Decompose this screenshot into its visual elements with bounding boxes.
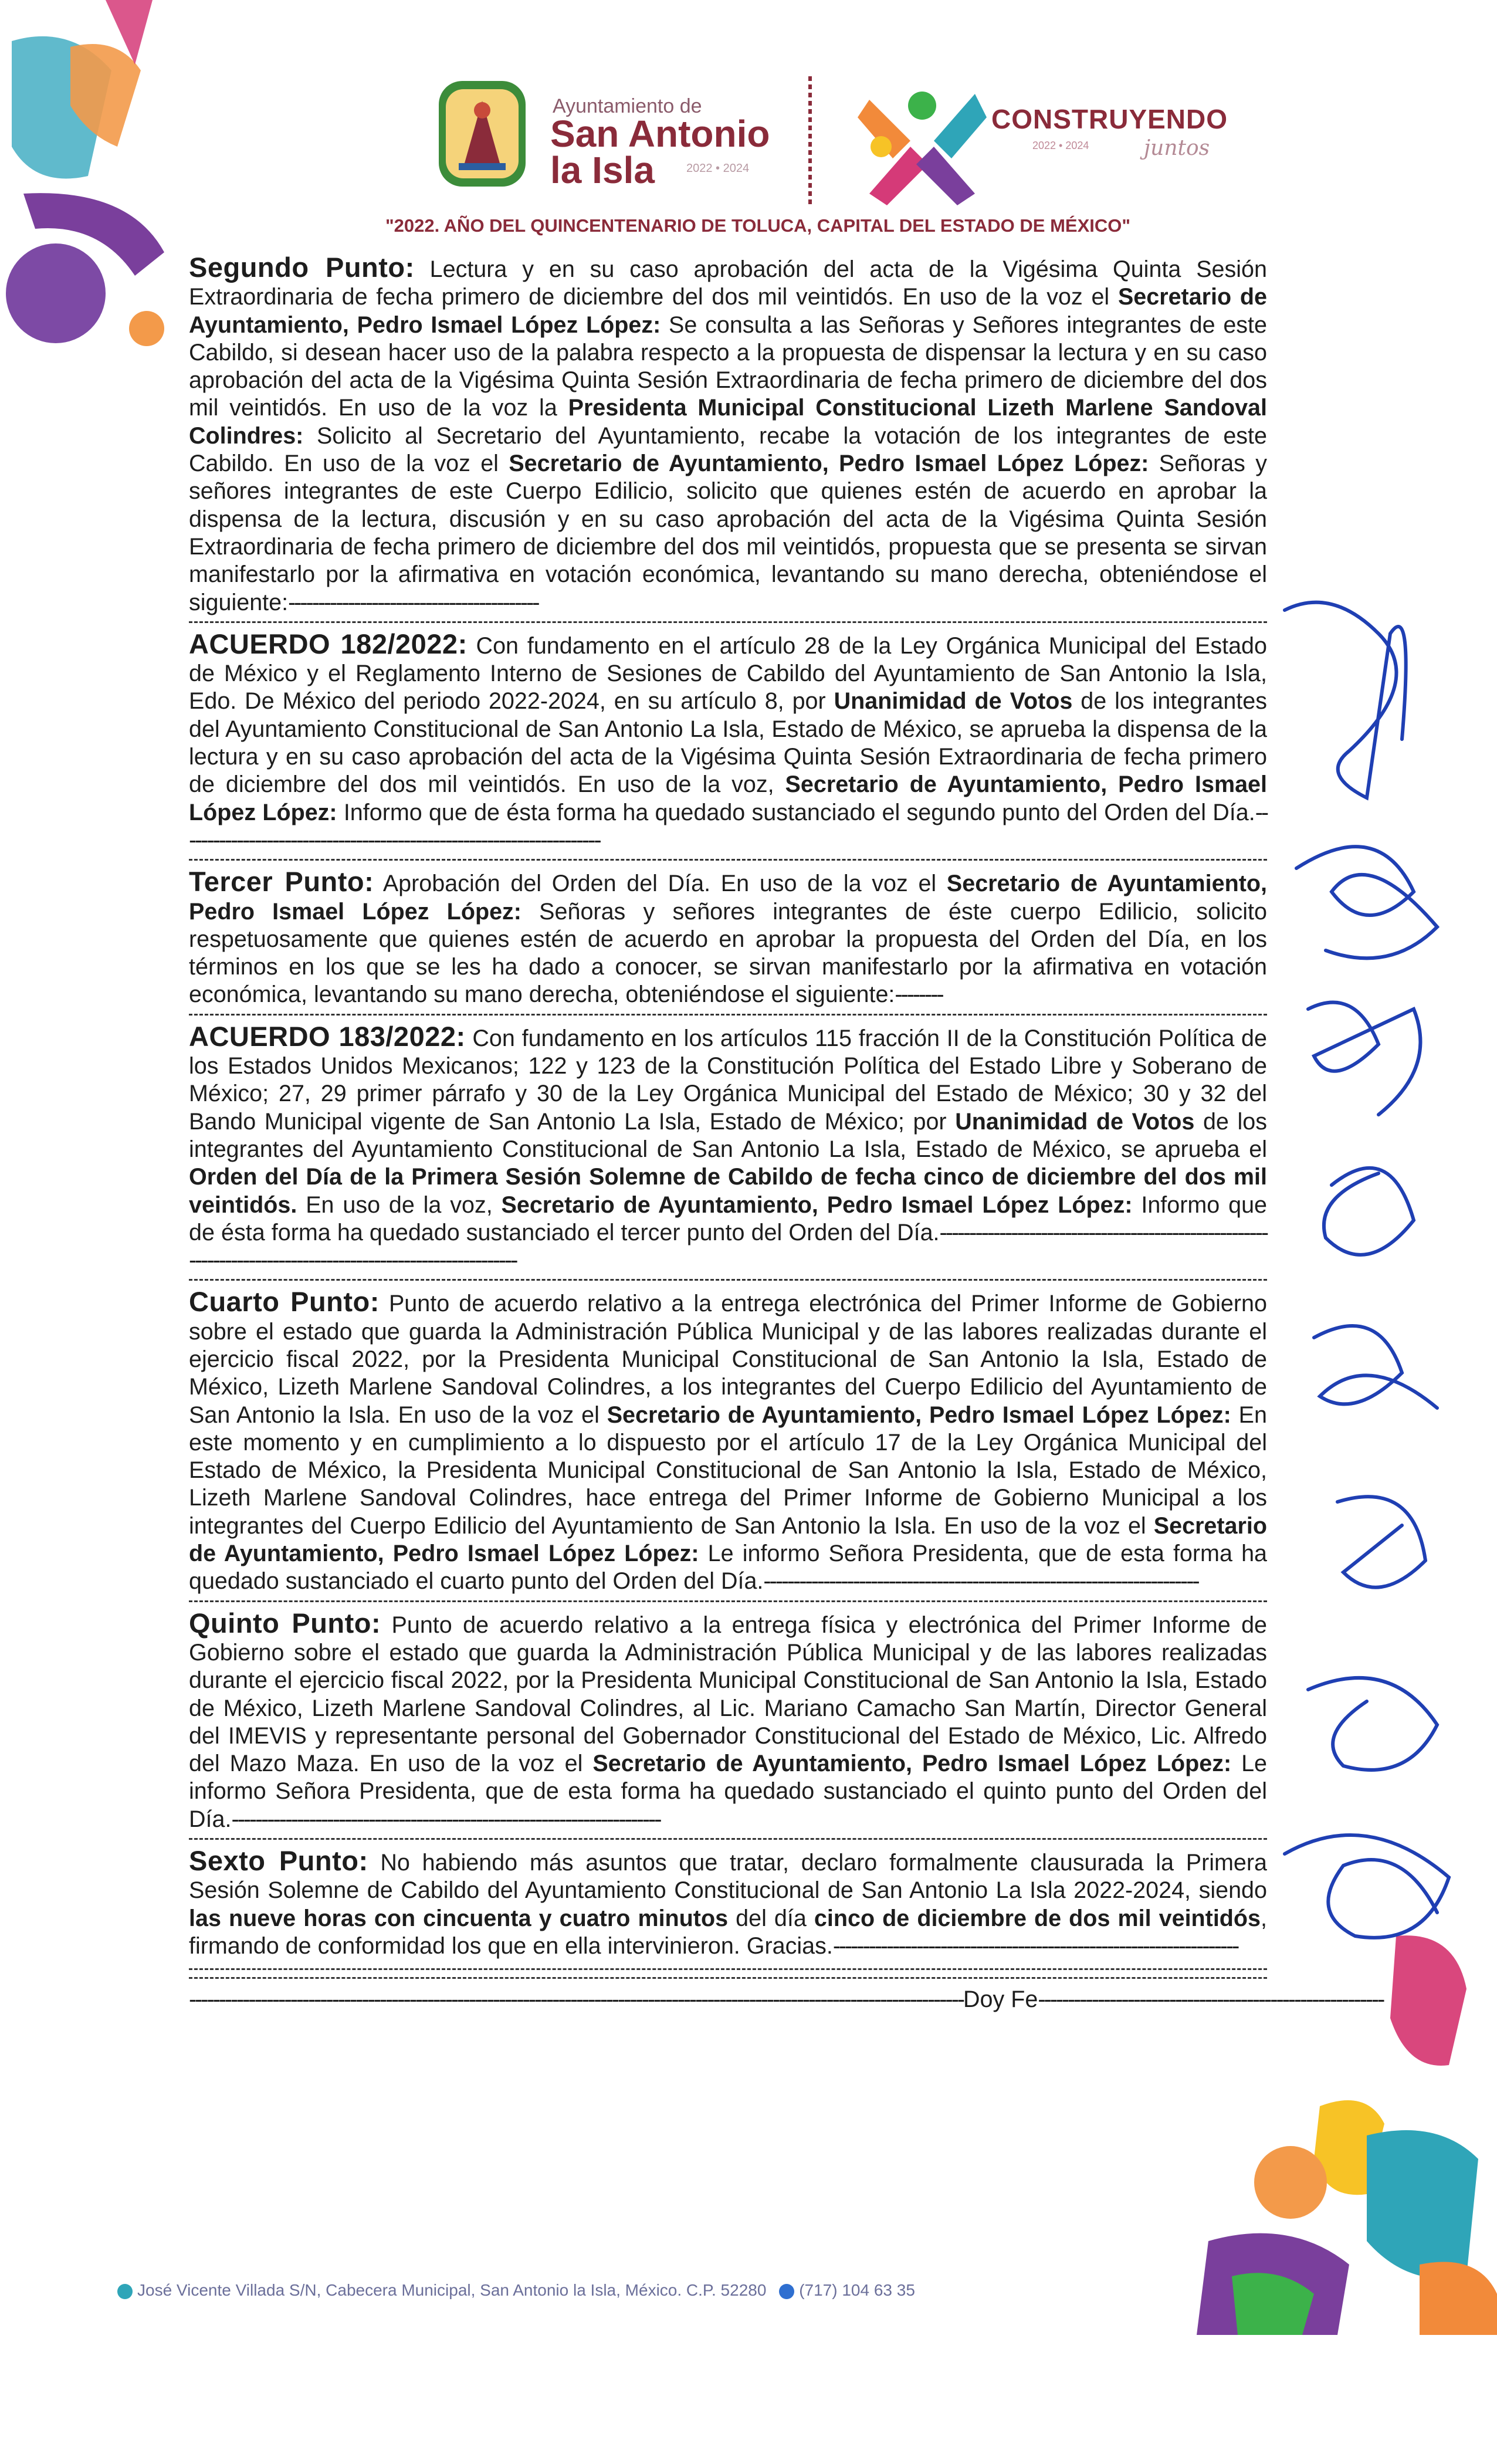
acuerdo-183-text-1: Con fundamento en los artículos 115 fracción II de la Constitución Política de los Estados Unidos Mexicanos; 122 y 123 de la Constitución Política del Estado Libre y Soberano de México; 27, 29 primer párrafo y 30 de la Ley Orgánica Municipal del Estado de México; 30 y 32 del Bando Municipal vigente de San Antonio La Isla, Estado de México; por — [189, 1025, 1267, 1135]
municipality-name-line-2: la Isla — [550, 149, 655, 191]
orange-shape — [1420, 2262, 1497, 2335]
section-separator — [189, 1014, 1267, 1016]
section-separator — [189, 1600, 1267, 1602]
sexto-text-3: , firmando de conformidad los que en ella intervinieron. Gracias. — [189, 1905, 1268, 1959]
signature-3 — [1308, 1003, 1420, 1115]
acuerdo-183-bold-3: Secretario de Ayuntamiento, Pedro Ismael López López: — [501, 1192, 1133, 1218]
section-separator — [189, 1977, 1267, 1979]
segundo-punto-label: Segundo Punto: — [189, 252, 415, 283]
section-separator — [189, 1279, 1267, 1281]
segundo-text-2: Se consulta a las Señoras y Señores integrantes de este Cabildo, si desean hacer uso de la palabra respecto a la propuesta de dispensar la lectura y en su caso aprobación del acta de la Vigésima Quinta Sesión Extraordinaria de fecha primero de diciembre del dos mil veintidós. En uso de la voz la — [189, 312, 1268, 421]
campaign-title: CONSTRUYENDO — [991, 104, 1228, 134]
section-quinto-punto — [189, 1609, 1267, 1833]
segundo-text-1: Lectura y en su caso aprobación del acta de la Vigésima Quinta Sesión Extraordinaria de fecha primero de diciembre del dos mil veintidós. En uso de la voz el — [189, 256, 1267, 310]
acuerdo-182-text-3: Informo que de ésta forma ha quedado sustanciado el segundo punto del Orden del Día. — [337, 799, 1255, 825]
quinto-punto-label: Quinto Punto: — [189, 1607, 381, 1639]
doy-fe-dash-suffix: ---------------------------------------------------------- — [1038, 1986, 1384, 2013]
orange-dot — [1254, 2146, 1327, 2219]
campaign-years: 2022 • 2024 — [1032, 140, 1089, 151]
section-segundo-punto — [189, 253, 1267, 617]
campaign-sign: juntos — [1144, 136, 1210, 160]
signature-4 — [1324, 1168, 1414, 1255]
doy-fe-line — [189, 1986, 1384, 2013]
cuarto-bold-2: Secretario de Ayuntamiento, Pedro Ismael López López: — [189, 1512, 1267, 1567]
quinto-text-1: Punto de acuerdo relativo a la entrega física y electrónica del Primer Informe de Gobierno sobre el estado que guarda la Administración Pública Municipal y de las labores realizadas durante el ejercicio fiscal 2022, por la Presidenta Municipal Constitucional de San Antonio la Isla, Estado de México, Lizeth Marlene Sandoval Colindres, al Lic. Mariano Camacho San Martín, Director General del IMEVIS y representante personal del Gobernador Constitucional del Estado de México, Lic. Alfredo del Mazo Maza. En uso de la voz el — [189, 1612, 1268, 1777]
section-tercer-punto — [189, 868, 1267, 1008]
cuarto-dash-fill: ------------------------------------------------------------------------- — [763, 1568, 1198, 1595]
acuerdo-183-bold-1: Unanimidad de Votos — [955, 1108, 1195, 1135]
section-separator — [189, 621, 1267, 623]
sexto-punto-label: Sexto Punto: — [189, 1845, 368, 1877]
tercer-bold-1: Secretario de Ayuntamiento, Pedro Ismael López López: — [189, 871, 1268, 925]
sexto-text-2: del día — [728, 1905, 814, 1931]
section-acuerdo-182 — [189, 630, 1267, 854]
quinto-text-2: Le informo Señora Presidenta, que de esta forma ha quedado sustanciado el quinto punto del Orden del Día. — [189, 1751, 1268, 1832]
signature-1 — [1285, 603, 1406, 798]
section-acuerdo-183 — [189, 1020, 1268, 1275]
municipality-small-label: Ayuntamiento de — [553, 95, 702, 117]
segundo-text-4: Señoras y señores integrantes de este Cuerpo Edilicio, solicito que quienes estén de acuerdo en aprobar la dispensa de la lectura, discusión y en su caso aprobación del acta de la Vigésima Quinta Sesión Extraordinaria de fecha primero de diciembre del dos mil veintidós, propuesta que se presenta se sirvan manifestarlo por la afirmativa en votación económica, levantando su mano derecha, obteniéndose el siguiente: — [189, 451, 1268, 615]
header-vertical-divider — [808, 76, 812, 205]
cuarto-text-2: En este momento y en cumplimiento a lo dispuesto por el artículo 17 de la Ley Orgánica Municipal del Estado de México, la Presidenta Municipal Constitucional de San Antonio la Isla, Estado de México, Lizeth Marlene Sandoval Colindres, hace entrega del Primer Informe de Gobierno Municipal a los integrantes del Cuerpo Edilicio del Ayuntamiento de San Antonio la Isla. En uso de la voz el — [189, 1402, 1267, 1539]
teal-shape — [1367, 2130, 1478, 2279]
signature-6 — [1337, 1497, 1425, 1588]
doy-fe-dash-prefix: ---------------------------------------------------------------------------------------------------------------------------------- — [189, 1986, 963, 2013]
signature-7 — [1308, 1678, 1437, 1770]
section-separator — [189, 1838, 1267, 1840]
municipality-years: 2022 • 2024 — [686, 162, 750, 175]
signature-5 — [1314, 1326, 1437, 1408]
sexto-text-1: No habiendo más asuntos que tratar, declaro formalmente clausurada la Primera Sesión Solemne de Cabildo del Ayuntamiento Constitucional de San Antonio La Isla 2022-2024, siendo — [189, 1850, 1268, 1904]
acuerdo-183-label: ACUERDO 183/2022: — [189, 1020, 466, 1052]
location-icon — [117, 2284, 133, 2299]
segundo-bold-3: Secretario de Ayuntamiento, Pedro Ismael López López: — [509, 451, 1149, 477]
acuerdo-182-text-1: Con fundamento en el artículo 28 de la Ley Orgánica Municipal del Estado de México y el Reglamento Interno de Sesiones de Cabildo del Ayuntamiento de San Antonio la Isla, Edo. De México del periodo 2022-2024, en su artículo 8, por — [189, 632, 1267, 715]
cuarto-punto-label: Cuarto Punto: — [189, 1286, 380, 1318]
motto-line: "2022. AÑO DEL QUINCENTENARIO DE TOLUCA, CAPITAL DEL ESTADO DE MÉXICO" — [385, 215, 1131, 236]
cuarto-text-1: Punto de acuerdo relativo a la entrega electrónica del Primer Informe de Gobierno sobre el estado que guarda la Administración Pública Municipal y de las labores realizadas durante el ejercicio fiscal 2022, por la Presidenta Municipal Constitucional de San Antonio la Isla, Estado de México, Lizeth Marlene Sandoval Colindres, a los integrantes del Cuerpo Edilicio del Ayuntamiento de San Antonio la Isla. En uso de la voz el — [189, 1291, 1267, 1428]
orange-dot — [129, 311, 164, 346]
phone-icon — [779, 2284, 794, 2299]
segundo-text-3: Solicito al Secretario del Ayuntamiento, recabe la votación de los integrantes de este Cabildo. En uso de la voz el — [189, 422, 1267, 477]
signature-8 — [1285, 1835, 1449, 1938]
doy-fe-text: Doy Fe — [963, 1986, 1038, 2013]
sexto-bold-1: las nueve horas con cincuenta y cuatro minutos — [189, 1905, 729, 1931]
sexto-bold-2: cinco de diciembre de dos mil veintidós — [814, 1905, 1261, 1931]
acuerdo-182-text-2: de los integrantes del Ayuntamiento Constitucional de San Antonio La Isla, Estado de México, se aprueba la dispensa de la lectura y en su caso aprobación del acta de la Vigésima Quinta Sesión Extraordinaria de fecha primero de diciembre del dos mil veintidós. En uso de la voz, — [189, 688, 1267, 798]
decorative-shapes-top-left — [0, 0, 194, 375]
document-body — [189, 252, 1384, 2014]
segundo-dash-fill: ------------------------------------------ — [288, 589, 538, 615]
quinto-bold-1: Secretario de Ayuntamiento, Pedro Ismael López López: — [592, 1751, 1232, 1777]
segundo-bold-2: Presidenta Municipal Constitucional Lizeth Marlene Sandoval Colindres: — [189, 395, 1267, 449]
handwritten-signatures — [1261, 563, 1484, 2059]
tercer-text-2: Señoras y señores integrantes de éste cuerpo Edilicio, solicito respetuosamente que quienes estén de acuerdo en aprobar la propuesta del Orden del Día, en los términos en los que se les ha dado a conocer, se sirvan manifestarlo por la afirmativa en votación económica, levantando su mano derecha, obteniéndose el siguiente: — [189, 898, 1268, 1008]
footer-contact — [117, 2281, 915, 2300]
municipality-name-line-1: San Antonio — [550, 113, 770, 155]
tercer-text-1: Aprobación del Orden del Día. En uso de la voz el — [374, 871, 947, 897]
section-separator — [189, 1968, 1267, 1970]
municipal-seal-logo — [435, 75, 529, 192]
acuerdo-182-bold-2: Secretario de Ayuntamiento, Pedro Ismael López López: — [189, 771, 1267, 825]
acuerdo-183-dash-fill: -------------------------------------------------------------------------------------------------------------- — [189, 1219, 1267, 1274]
acuerdo-182-bold-1: Unanimidad de Votos — [834, 688, 1073, 715]
acuerdo-182-dash-fill: ----------------------------------------------------------------------- — [189, 799, 1267, 853]
section-separator — [189, 859, 1267, 861]
segundo-bold-1: Secretario de Ayuntamiento, Pedro Ismael López López: — [189, 284, 1267, 338]
construyendo-juntos-logo — [858, 82, 987, 205]
cuarto-text-3: Le informo Señora Presidenta, que de esta forma ha quedado sustanciado el cuarto punto del Orden del Día. — [189, 1541, 1267, 1595]
section-cuarto-punto — [189, 1288, 1267, 1595]
cuarto-bold-1: Secretario de Ayuntamiento, Pedro Ismael López López: — [607, 1402, 1231, 1428]
tercer-dash-fill: -------- — [895, 981, 943, 1008]
sexto-dash-fill: -------------------------------------------------------------------- — [832, 1932, 1238, 1959]
signature-2 — [1296, 847, 1437, 958]
purple-dot — [6, 243, 106, 343]
acuerdo-183-text-4: Informo que de ésta forma ha quedado sustanciado el tercer punto del Orden del Día. — [189, 1192, 1268, 1245]
footer-address: José Vicente Villada S/N, Cabecera Municipal, San Antonio la Isla, México. C.P. 52280 — [137, 2281, 767, 2299]
acuerdo-182-label: ACUERDO 182/2022: — [189, 628, 468, 659]
acuerdo-183-text-3: En uso de la voz, — [297, 1192, 502, 1218]
acuerdo-183-text-2: de los integrantes del Ayuntamiento Constitucional de San Antonio La Isla, Estado de México, se aprueba el — [189, 1108, 1267, 1162]
quinto-dash-fill: ------------------------------------------------------------------------ — [231, 1806, 661, 1832]
acuerdo-183-bold-2: Orden del Día de la Primera Sesión Solemne de Cabildo de fecha cinco de diciembre del dos mil veintidós. — [189, 1164, 1267, 1218]
section-sexto-punto — [189, 1847, 1267, 1960]
footer-phone: (717) 104 63 35 — [799, 2281, 915, 2299]
tercer-punto-label: Tercer Punto: — [189, 866, 374, 898]
